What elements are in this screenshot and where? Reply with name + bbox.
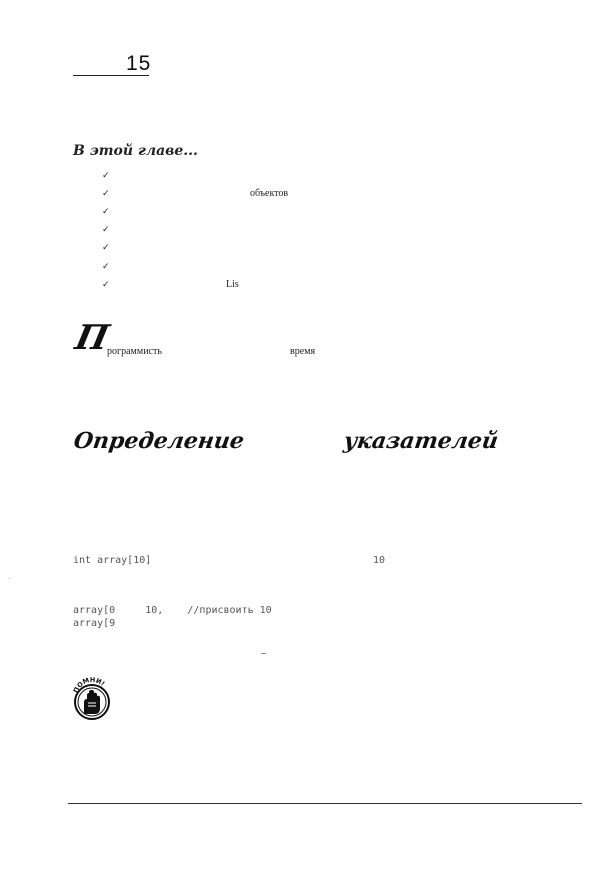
section-heading: В этой главе...: [73, 143, 198, 159]
check-icon: ✓: [102, 224, 110, 234]
dash: –: [261, 648, 266, 659]
bullet-text: Lis: [226, 279, 239, 290]
check-icon: ✓: [102, 188, 110, 198]
chapter-underline: [73, 75, 149, 76]
section-title-right: указателей: [342, 428, 500, 454]
check-icon: ✓: [102, 279, 110, 289]
drop-cap: П: [71, 318, 113, 358]
code-line-2: array[0 10, //присвоить 10: [73, 605, 272, 616]
check-icon: ✓: [102, 206, 110, 216]
pomni-icon: [69, 676, 115, 722]
chapter-number: 15: [126, 52, 152, 75]
code-line-1-number: 10: [373, 555, 386, 566]
section-title-left: Определение: [72, 428, 246, 454]
footer-rule: [68, 803, 582, 804]
bullet-text: объектов: [250, 188, 289, 199]
code-line-3: array[9: [73, 618, 116, 629]
intro-word: время: [290, 346, 316, 357]
check-icon: ✓: [102, 242, 110, 252]
check-icon: ✓: [102, 261, 110, 271]
margin-mark: .: [8, 572, 10, 581]
pomni-caption: ПОМНИ!: [71, 676, 107, 695]
check-icon: ✓: [102, 170, 110, 180]
intro-word: рограммисть: [107, 346, 162, 357]
code-line-1: int array[10]: [73, 555, 152, 566]
